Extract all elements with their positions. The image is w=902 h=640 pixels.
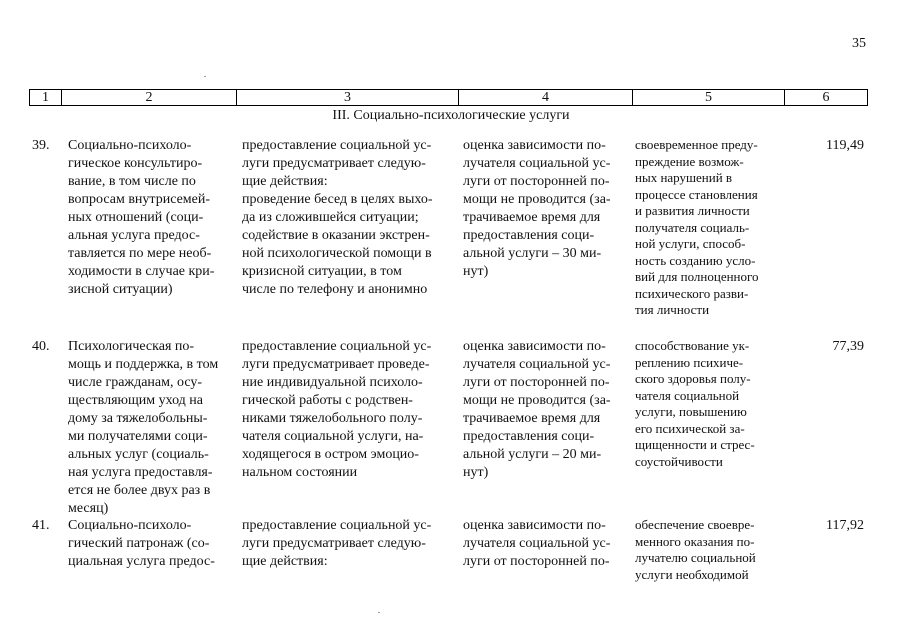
text-line: ществляющим уход на bbox=[68, 393, 204, 408]
text-line: ной психологической помощи в bbox=[242, 246, 432, 261]
text-line: трачиваемое время для bbox=[463, 210, 601, 225]
text-line: зисной ситуации) bbox=[68, 282, 173, 297]
text-line: менного оказания по- bbox=[635, 533, 755, 549]
service-name bbox=[68, 137, 232, 299]
text-line: Социально-психоло- bbox=[68, 518, 192, 533]
row-number: 40. bbox=[32, 339, 50, 354]
text-line: ных отношений (соци- bbox=[68, 210, 204, 225]
text-line: луги предусматривает следую- bbox=[242, 536, 426, 551]
text-line: вание, в том числе по bbox=[68, 174, 196, 189]
scan-artifact bbox=[204, 76, 206, 77]
row-number: 39. bbox=[32, 138, 50, 153]
page-number: 35 bbox=[852, 36, 866, 51]
text-line: реплению психиче- bbox=[635, 354, 744, 370]
text-line: месяц) bbox=[68, 501, 109, 516]
text-line: мощь и поддержка, в том bbox=[68, 357, 219, 372]
text-line: тавляется по мере необ- bbox=[68, 246, 212, 261]
text-line: щие действия: bbox=[242, 554, 328, 569]
text-line: луги от посторонней по- bbox=[463, 554, 610, 569]
text-line: предоставление социальной ус- bbox=[242, 138, 432, 153]
section-title: III. Социально-психологические услуги bbox=[332, 108, 570, 123]
service-duration bbox=[463, 517, 627, 571]
text-line: предоставления соци- bbox=[463, 429, 595, 444]
text-line: вий для полноценного bbox=[635, 269, 759, 284]
text-line: ние индивидуальной психоло- bbox=[242, 375, 423, 390]
text-line: луги от посторонней по- bbox=[463, 375, 610, 390]
text-line: да из сложившейся ситуации; bbox=[242, 210, 419, 225]
text-line: оценка зависимости по- bbox=[463, 339, 606, 354]
text-line: предоставления соци- bbox=[463, 228, 595, 243]
service-duration bbox=[463, 338, 627, 482]
text-line: содействие в оказании экстрен- bbox=[242, 228, 430, 243]
text-line: ной услуги, способ- bbox=[635, 236, 746, 251]
text-line: вопросам внутрисемей- bbox=[68, 192, 211, 207]
column-number-2: 2 bbox=[62, 90, 237, 105]
text-line: луги от посторонней по- bbox=[463, 174, 610, 189]
text-line: лучателя социальной ус- bbox=[463, 357, 611, 372]
text-line: предоставление социальной ус- bbox=[242, 339, 432, 354]
service-result bbox=[635, 517, 777, 583]
text-line: чателя социальной услуги, на- bbox=[242, 429, 424, 444]
text-line: ми получателями соци- bbox=[68, 429, 208, 444]
text-line: гическое консультиро- bbox=[68, 156, 203, 171]
text-line: проведение бесед в целях выхо- bbox=[242, 192, 433, 207]
text-line: альной услуги – 20 ми- bbox=[463, 447, 602, 462]
column-number-3: 3 bbox=[237, 90, 459, 105]
service-content bbox=[242, 338, 454, 482]
service-name bbox=[68, 338, 232, 518]
service-name bbox=[68, 517, 232, 571]
text-line: альных услуг (социаль- bbox=[68, 447, 209, 462]
text-line: щищенности и стрес- bbox=[635, 437, 755, 452]
service-content bbox=[242, 517, 454, 571]
column-number-1: 1 bbox=[30, 90, 62, 105]
text-line: услуги, повышению bbox=[635, 404, 747, 419]
service-duration bbox=[463, 137, 627, 281]
text-line: ходящегося в остром эмоцио- bbox=[242, 447, 419, 462]
text-line: дому за тяжелобольны- bbox=[68, 411, 208, 426]
text-line: никами тяжелобольного полу- bbox=[242, 411, 423, 426]
column-number-6: 6 bbox=[822, 90, 830, 105]
row-number: 41. bbox=[32, 518, 50, 533]
text-line: альная услуга предос- bbox=[68, 228, 200, 243]
text-line: нальном состоянии bbox=[242, 465, 358, 480]
text-line: трачиваемое время для bbox=[463, 411, 601, 426]
text-line: числе гражданам, осу- bbox=[68, 375, 203, 390]
text-line: гической работы с родствен- bbox=[242, 393, 413, 408]
text-line: лучателю социальной bbox=[635, 550, 756, 565]
service-price: 77,39 bbox=[832, 339, 864, 354]
text-line: лучателя социальной ус- bbox=[463, 156, 611, 171]
text-line: щие действия: bbox=[242, 174, 328, 189]
text-line: и развития личности bbox=[635, 203, 750, 218]
text-line: ность созданию усло- bbox=[635, 252, 756, 268]
column-number-4: 4 bbox=[459, 90, 633, 105]
text-line: нут) bbox=[463, 264, 489, 279]
service-price: 119,49 bbox=[826, 138, 864, 153]
service-result bbox=[635, 137, 777, 319]
text-line: тия личности bbox=[635, 302, 710, 317]
service-price: 117,92 bbox=[826, 518, 864, 533]
text-line: ется не более двух раз в bbox=[68, 483, 211, 498]
text-line: луги предусматривает следую- bbox=[242, 156, 426, 171]
text-line: мощи не проводится (за- bbox=[463, 393, 611, 408]
text-line: ная услуга предоставля- bbox=[68, 465, 213, 480]
text-line: процессе становления bbox=[635, 186, 758, 202]
text-line: числе по телефону и анонимно bbox=[242, 282, 428, 297]
service-content bbox=[242, 137, 454, 299]
text-line: мощи не проводится (за- bbox=[463, 192, 611, 207]
text-line: альной услуги – 30 ми- bbox=[463, 246, 602, 261]
text-line: гический патронаж (со- bbox=[68, 536, 210, 551]
scan-artifact bbox=[378, 612, 380, 613]
text-line: нут) bbox=[463, 465, 489, 480]
text-line: преждение возмож- bbox=[635, 153, 744, 169]
text-line: услуги необходимой bbox=[635, 566, 749, 582]
text-line: Социально-психоло- bbox=[68, 138, 192, 153]
table-column-header bbox=[29, 89, 868, 106]
text-line: луги предусматривает проведе- bbox=[242, 357, 430, 372]
text-line: оценка зависимости по- bbox=[463, 518, 606, 533]
text-line: соустойчивости bbox=[635, 453, 723, 469]
text-line: способствование ук- bbox=[635, 338, 750, 353]
text-line: его психической за- bbox=[635, 420, 745, 436]
text-line: оценка зависимости по- bbox=[463, 138, 606, 153]
text-line: лучателя социальной ус- bbox=[463, 536, 611, 551]
text-line: предоставление социальной ус- bbox=[242, 518, 432, 533]
text-line: Психологическая по- bbox=[68, 339, 195, 354]
text-line: ных нарушений в bbox=[635, 170, 733, 185]
text-line: ского здоровья полу- bbox=[635, 371, 751, 386]
text-line: своевременное преду- bbox=[635, 137, 758, 152]
text-line: обеспечение своевре- bbox=[635, 517, 755, 532]
text-line: чателя социальной bbox=[635, 387, 740, 403]
text-line: циальная услуга предос- bbox=[68, 554, 215, 569]
text-line: психического разви- bbox=[635, 285, 749, 301]
text-line: кризисной ситуации, в том bbox=[242, 264, 402, 279]
text-line: получателя социаль- bbox=[635, 219, 750, 235]
service-result bbox=[635, 338, 777, 470]
column-number-5: 5 bbox=[633, 90, 785, 105]
text-line: ходимости в случае кри- bbox=[68, 264, 215, 279]
